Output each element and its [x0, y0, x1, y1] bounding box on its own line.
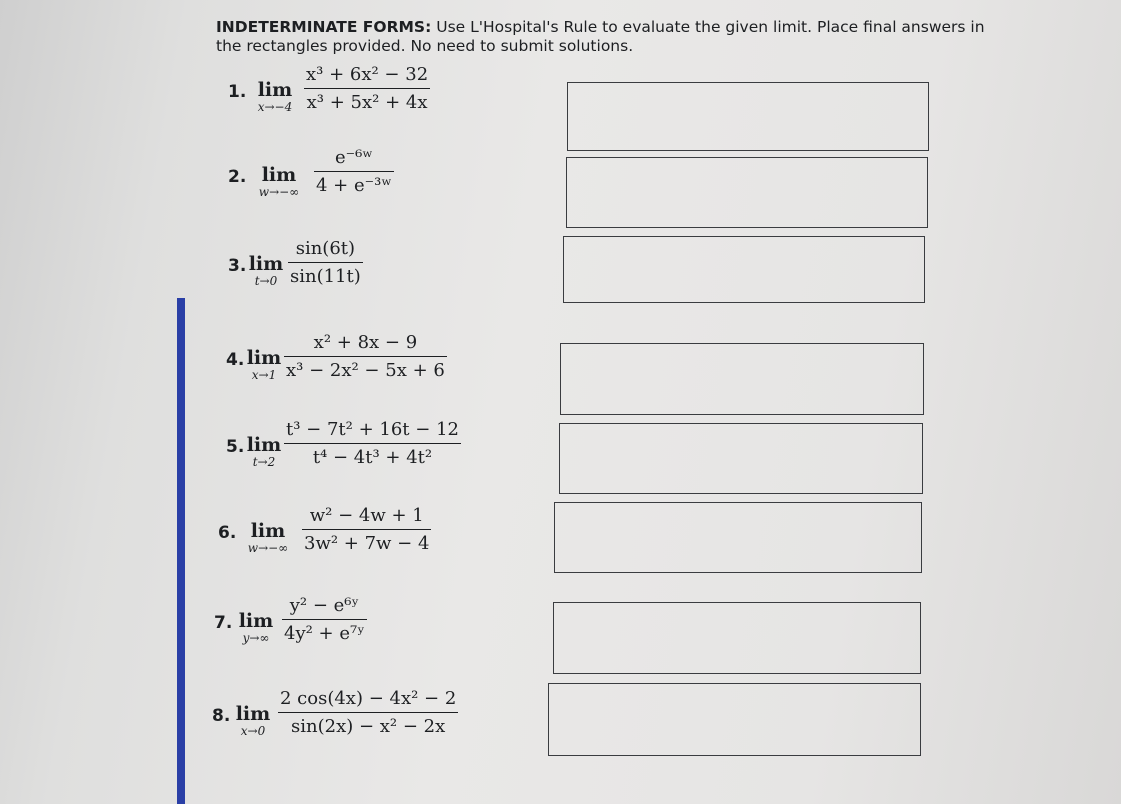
denominator: 4y² + e⁷ʸ — [282, 619, 367, 644]
denominator: x³ − 2x² − 5x + 6 — [284, 356, 447, 381]
limit-operator — [242, 348, 286, 382]
problem-number: 3. — [228, 256, 247, 276]
approach-label: x→1 — [251, 368, 277, 382]
numerator: sin(6t) — [295, 238, 356, 259]
lim-label: lim — [246, 347, 282, 369]
problem-number: 1. — [228, 82, 247, 102]
numerator: 2 cos(4x) − 4x² − 2 — [280, 688, 457, 709]
denominator: x³ + 5x² + 4x — [304, 88, 430, 113]
numerator: t³ − 7t² + 16t − 12 — [286, 419, 459, 440]
denominator: sin(2x) − x² − 2x — [278, 712, 458, 737]
lim-label: lim — [248, 253, 284, 275]
answer-box-8[interactable] — [548, 683, 921, 756]
approach-label: t→0 — [254, 274, 278, 288]
denominator: t⁴ − 4t³ + 4t² — [284, 443, 461, 468]
lim-label: lim — [246, 434, 282, 456]
fraction — [304, 64, 430, 113]
limit-operator — [232, 611, 280, 645]
fraction — [278, 688, 458, 737]
numerator: y² − e⁶ʸ — [289, 595, 360, 616]
problem-number: 8. — [212, 706, 231, 726]
instructions-text: Use L'Hospital's Rule to evaluate the given limit. Place final answers in the rectangles provided. No need to submit solutions. — [216, 18, 985, 55]
answer-box-4[interactable] — [560, 343, 924, 415]
limit-operator — [242, 435, 286, 469]
fraction — [314, 147, 394, 196]
numerator: x² + 8x − 9 — [313, 332, 418, 353]
approach-label: w→−∞ — [247, 541, 289, 555]
fraction — [284, 419, 461, 468]
numerator: e⁻⁶ʷ — [334, 147, 373, 168]
lim-label: lim — [250, 520, 286, 542]
instructions — [216, 18, 1006, 56]
limit-operator — [244, 254, 288, 288]
denominator: sin(11t) — [288, 262, 363, 287]
lim-label: lim — [235, 703, 271, 725]
limit-operator — [230, 704, 276, 738]
lim-label: lim — [238, 610, 274, 632]
numerator: x³ + 6x² − 32 — [306, 64, 429, 85]
fraction — [282, 595, 367, 644]
approach-label: w→−∞ — [258, 185, 300, 199]
limit-operator — [236, 521, 300, 555]
problem-number: 2. — [228, 167, 247, 187]
fraction — [284, 332, 447, 381]
numerator: w² − 4w + 1 — [309, 505, 424, 526]
binder-edge — [177, 298, 185, 804]
approach-label: y→∞ — [242, 631, 270, 645]
answer-box-7[interactable] — [553, 602, 921, 674]
fraction — [302, 505, 431, 554]
answer-box-2[interactable] — [566, 157, 928, 228]
approach-label: x→−4 — [257, 100, 293, 114]
denominator: 4 + e⁻³ʷ — [314, 171, 394, 196]
approach-label: t→2 — [252, 455, 276, 469]
lim-label: lim — [257, 79, 293, 101]
lim-label: lim — [261, 164, 297, 186]
problem-number: 7. — [214, 613, 233, 633]
answer-box-6[interactable] — [554, 502, 922, 573]
problem-number: 4. — [226, 350, 245, 370]
limit-operator — [250, 80, 300, 114]
problem-number: 6. — [218, 523, 237, 543]
problem-number: 5. — [226, 437, 245, 457]
approach-label: x→0 — [240, 724, 266, 738]
answer-box-5[interactable] — [559, 423, 923, 494]
limit-operator — [246, 165, 312, 199]
fraction — [288, 238, 363, 287]
answer-box-3[interactable] — [563, 236, 925, 303]
answer-box-1[interactable] — [567, 82, 929, 151]
denominator: 3w² + 7w − 4 — [302, 529, 431, 554]
instructions-heading: INDETERMINATE FORMS: — [216, 18, 432, 36]
